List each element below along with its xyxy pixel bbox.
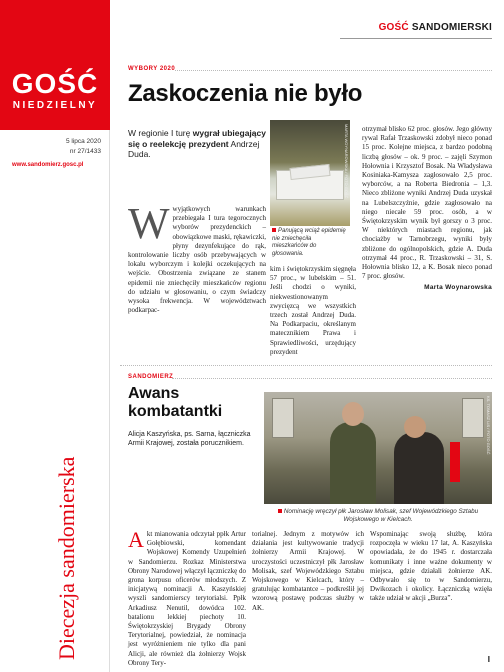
officer-head — [342, 402, 364, 426]
edition-url: www.sandomierz.gosc.pl — [12, 162, 84, 168]
article2-column-2 — [252, 530, 364, 613]
logo-sub-text: NIEDZIELNY — [12, 100, 98, 111]
sidebar — [0, 0, 110, 672]
photo2-credit: KS. TOMASZ LIS / FOTO GOŚĆ — [486, 396, 491, 455]
photo2-caption — [264, 508, 492, 524]
byline-name: Marta Woynarowska — [424, 284, 492, 292]
article2-kicker-rule — [172, 378, 492, 379]
header-rule — [340, 38, 492, 39]
brand-edition: SANDOMIERSKI — [411, 22, 492, 33]
article1-headline: Zaskoczenia nie było — [128, 80, 363, 107]
photo2-caption-text: Nominację wręczył płk Jarosław Molisak, szef Wojewódzkiego Sztabu Wojskowego w Kielcach. — [283, 508, 479, 523]
article2-dropcap: A — [128, 527, 144, 552]
issue-number: nr 27/1433 — [69, 148, 101, 155]
article2-column-3 — [370, 530, 492, 604]
article1-lead — [128, 128, 268, 160]
page-number: I — [487, 655, 490, 664]
photo1-caption — [272, 228, 348, 258]
ceremony-photo — [264, 392, 492, 504]
article1-col2-text: kim i świętokrzyskim sięgnęła 57 proc., w lubelskim – 51. Jeśli chodzi o wyniki, niekwestionowanym zwycięzcą we wszystkich trzech został Andrzej Duda. Na Podkarpaciu, określanym matecznikiem Prawa i Sprawiedliwości, urzędujący prezydent — [270, 265, 356, 356]
veteran-head — [404, 416, 426, 438]
window — [272, 398, 294, 438]
window — [462, 398, 484, 438]
diocese-vertical-title: Diecezja sandomierska — [54, 456, 79, 660]
veteran-figure — [394, 432, 444, 504]
edition-brand — [379, 22, 492, 33]
brand-gosc: GOŚĆ — [378, 22, 409, 33]
caption-square-icon — [278, 509, 282, 513]
article1-byline — [362, 283, 492, 292]
article1-column-2 — [270, 265, 356, 357]
article1-dropcap: W — [128, 199, 170, 248]
logo-main-text: GOŚĆ — [11, 68, 99, 99]
article1-col1-text: wyjątkowych warunkach przebiegała I tura tegorocznych wyborów prezydenckich – obowiązkowe maski, rękawiczki, płyny dezynfekujące do rąk, kontrolowanie liczby osób przebywających w lokalu wyborczym i kolejki oczekujących na wejście. Obostrzenia związane ze stanem epidemii nie zniechęciły mieszkańców regionu do udziału w głosowaniu, o czym świadczy wysoka frekwencja. W województwach podkarpac- — [128, 205, 266, 315]
ballot-box-photo — [270, 120, 350, 226]
article2-col3-text: Wspominając swoją służbę, która rozpoczęła w wieku 17 lat, A. Kaszyńska opowiadała, że do 1945 r. dostarczała komunikaty i inne ważne dokumenty w miejsca, gdzie działali żołnierze AK. Odbywało się to w Sandomierzu, Dwikozach i okolicy. Łączniczką wzięła także udział w akcji „Burza”. — [370, 530, 492, 603]
lead-text-1: W regionie I turę — [128, 128, 193, 138]
issue-info — [66, 137, 101, 157]
article1-kicker-rule — [175, 70, 492, 71]
article1-column-1 — [128, 199, 266, 315]
article2-kicker: SANDOMIERZ — [128, 374, 174, 380]
issue-date: 5 lipca 2020 — [65, 138, 101, 145]
article2-headline: Awans kombatantki — [128, 385, 223, 420]
lead-bold: wygrał ubiegający się o reelekcję prezydent — [128, 128, 266, 149]
photo1-caption-text: Panującą wciąż epidemię nie zniechęciła mieszkańców do głosowania. — [272, 228, 346, 257]
article2-lead: Alicja Kaszyńska, ps. Sarna, łączniczka Armii Krajowej, została porucznikiem. — [128, 431, 251, 447]
article1-column-3 — [362, 125, 492, 293]
flag — [450, 442, 460, 482]
gosc-niedzielny-logo — [0, 70, 110, 111]
photo1-credit: MARTA WOYNAROWSKA / FOTO GOŚĆ — [344, 124, 349, 199]
article2-col2-text: torialnej. Jednym z motywów ich działania jest kultywowanie tradycji żołnierzy Armii Krajowej. W uroczystości uczestniczył płk Jarosław Molisak, szef Wojewódzkiego Sztabu Wojskowego w Kielcach, który – gratulując kombatantce – podkreślił jej wzorową postawę podczas służby w AK. — [252, 530, 364, 612]
article2-col1-text: kt mianowania odczytał ppłk Artur Gołębiowski, komendant Wojskowej Komendy Uzupełnień w Sandomierzu. Rozkaz Ministerstwa Obrony Narodowej włączył łączniczkę do grona korpusu oficerów młodszych. Z inicjatywą nominacji A. Kaszyńskiej wyszli sandomierscy terytorialsi. Ppłk Arkadiusz Nenutil, dowódca 102. batalionu lekkiej piechoty 10. Świętokrzyskiej Brygady Obrony Terytorialnej, powiedział, że nominacja jest wyróżnieniem nie tylko dla pani Alicji, ale również dla żołnierzy Wojsk Obrony Tery- — [128, 530, 246, 667]
section-separator — [120, 365, 492, 366]
lead-text-2: Andrzej Duda. — [128, 138, 260, 159]
officer-figure — [330, 422, 376, 504]
article1-kicker: WYBORY 2020 — [128, 66, 176, 72]
article2-column-1 — [128, 527, 246, 668]
caption-square-icon — [272, 228, 276, 232]
article1-col3-text: otrzymał blisko 62 proc. głosów. Jego główny rywal Rafał Trzaskowski zdobył nieco ponad 15 proc. Kolejne miejsca, z bardzo podobną liczbą głosów – ok. 9 proc. – zajęli Szymon Hołownia i Krzysztof Bosak. Na Władysława Kosiniaka-Kamysza zagłosowało 2,5 proc. wyborców, a na Roberta Biedronia – 1,3. Nieco zbliżone wyniki Andrzej Duda uzyskał na Lubelszczyźnie, gdzie zagłosowało na niego niecałe 59 proc. osób, a w Świętokrzyskim wynik był gorszy o 3 proc. W niektórych miastach regionu, jak chociażby w Tarnobrzegu, wyniki były zbliżone do ogólnopolskich, gdzie A. Duda otrzymał 44 proc., R. Trzaskowski – 31, S. Hołownia blisko 12, a K. Bosak nieco ponad 7 proc. głosów. — [362, 125, 492, 281]
